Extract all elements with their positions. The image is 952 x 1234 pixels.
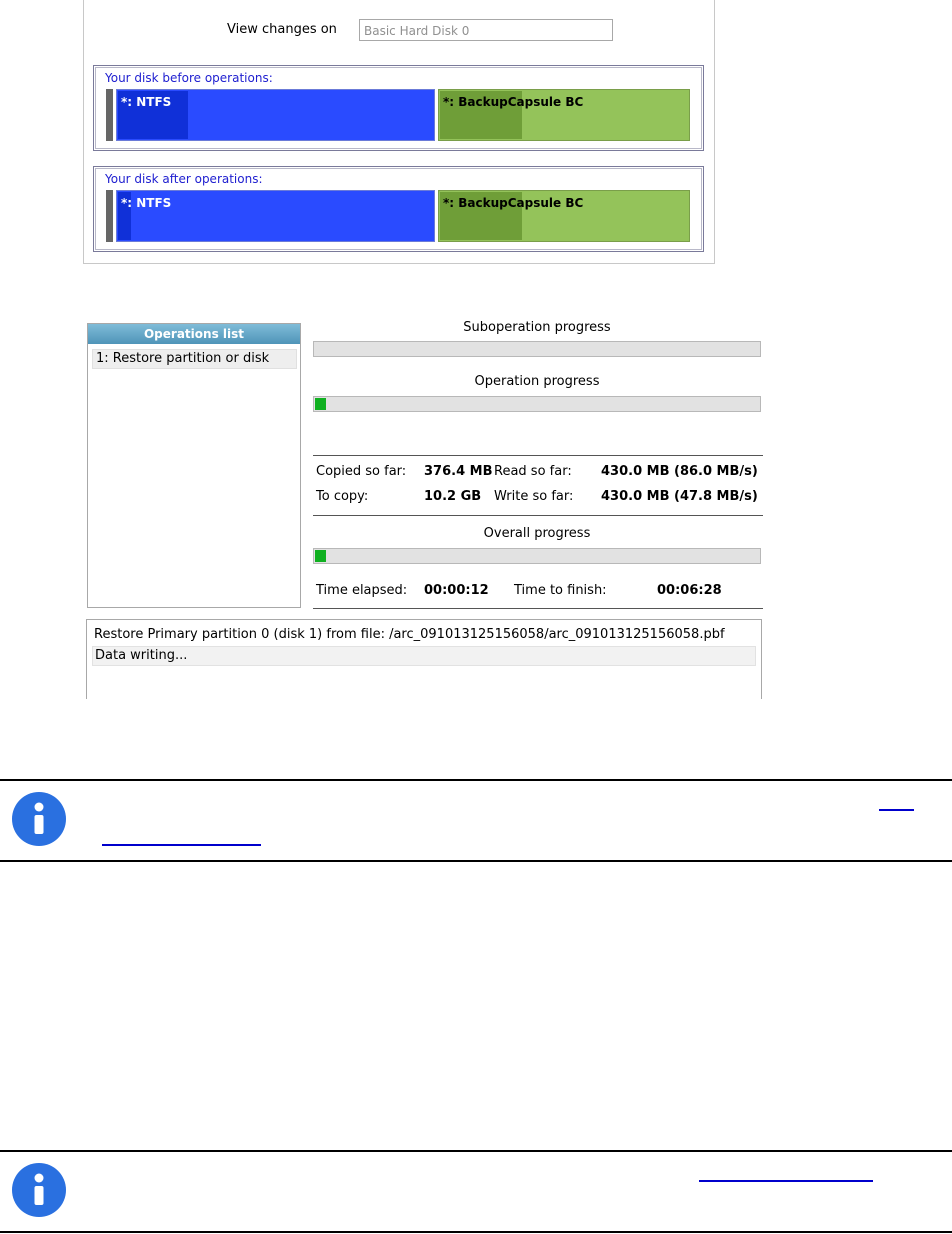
copied-label: Copied so far: <box>316 464 407 479</box>
operation-progress-fill <box>315 398 326 410</box>
log-line-status: Data writing... <box>92 646 756 666</box>
disk-unallocated-marker <box>106 190 113 242</box>
partition-label: *: NTFS <box>121 95 172 109</box>
operations-list-header: Operations list <box>88 324 300 344</box>
disk-before-box <box>93 65 704 151</box>
note-rule-top <box>0 779 952 781</box>
disk-after-title: Your disk after operations: <box>105 172 263 186</box>
disk-before-title: Your disk before operations: <box>105 71 273 85</box>
partition-label: *: NTFS <box>121 196 172 210</box>
view-changes-label: View changes on <box>227 22 337 37</box>
note-rule-top <box>0 1150 952 1152</box>
time-elapsed-value: 00:00:12 <box>424 583 489 598</box>
disk-changes-panel <box>83 0 715 264</box>
note-rule-bottom <box>0 1231 952 1233</box>
partition-label: *: BackupCapsule BC <box>443 95 584 109</box>
time-finish-label: Time to finish: <box>514 583 607 598</box>
time-finish-value: 00:06:28 <box>657 583 722 598</box>
partition-ntfs-after[interactable] <box>116 190 435 242</box>
suboperation-progress-bar <box>313 341 761 357</box>
operations-list <box>87 323 301 608</box>
partition-label: *: BackupCapsule BC <box>443 196 584 210</box>
suboperation-progress-title: Suboperation progress <box>463 320 611 335</box>
info-icon <box>12 1163 66 1217</box>
partition-ntfs-before[interactable] <box>116 89 435 141</box>
partition-backupcapsule-after[interactable] <box>438 190 690 242</box>
divider <box>313 515 763 516</box>
operation-progress-title: Operation progress <box>474 374 600 389</box>
time-elapsed-label: Time elapsed: <box>316 583 408 598</box>
write-label: Write so far: <box>494 489 574 504</box>
copied-value: 376.4 MB <box>424 464 493 479</box>
write-value: 430.0 MB (47.8 MB/s) <box>601 489 758 504</box>
note-rule-bottom <box>0 860 952 862</box>
log-line: Restore Primary partition 0 (disk 1) from file: /arc_091013125156058/arc_091013125156058.pbf <box>94 627 725 642</box>
read-label: Read so far: <box>494 464 572 479</box>
operation-progress-bar <box>313 396 761 412</box>
divider <box>313 608 763 609</box>
to-copy-value: 10.2 GB <box>424 489 482 504</box>
operation-item[interactable]: 1: Restore partition or disk <box>92 349 297 369</box>
to-copy-label: To copy: <box>316 489 369 504</box>
info-icon <box>12 792 66 846</box>
overall-progress-bar <box>313 548 761 564</box>
read-value: 430.0 MB (86.0 MB/s) <box>601 464 758 479</box>
overall-progress-fill <box>315 550 326 562</box>
divider <box>313 455 763 456</box>
note-link-underline[interactable] <box>699 1180 873 1182</box>
note-link-underline[interactable] <box>879 809 914 811</box>
disk-unallocated-marker <box>106 89 113 141</box>
view-changes-select[interactable]: Basic Hard Disk 0 <box>359 19 613 41</box>
disk-after-box <box>93 166 704 252</box>
note-link-underline[interactable] <box>102 844 261 846</box>
partition-backupcapsule-before[interactable] <box>438 89 690 141</box>
operation-log <box>86 619 762 699</box>
overall-progress-title: Overall progress <box>483 526 591 541</box>
